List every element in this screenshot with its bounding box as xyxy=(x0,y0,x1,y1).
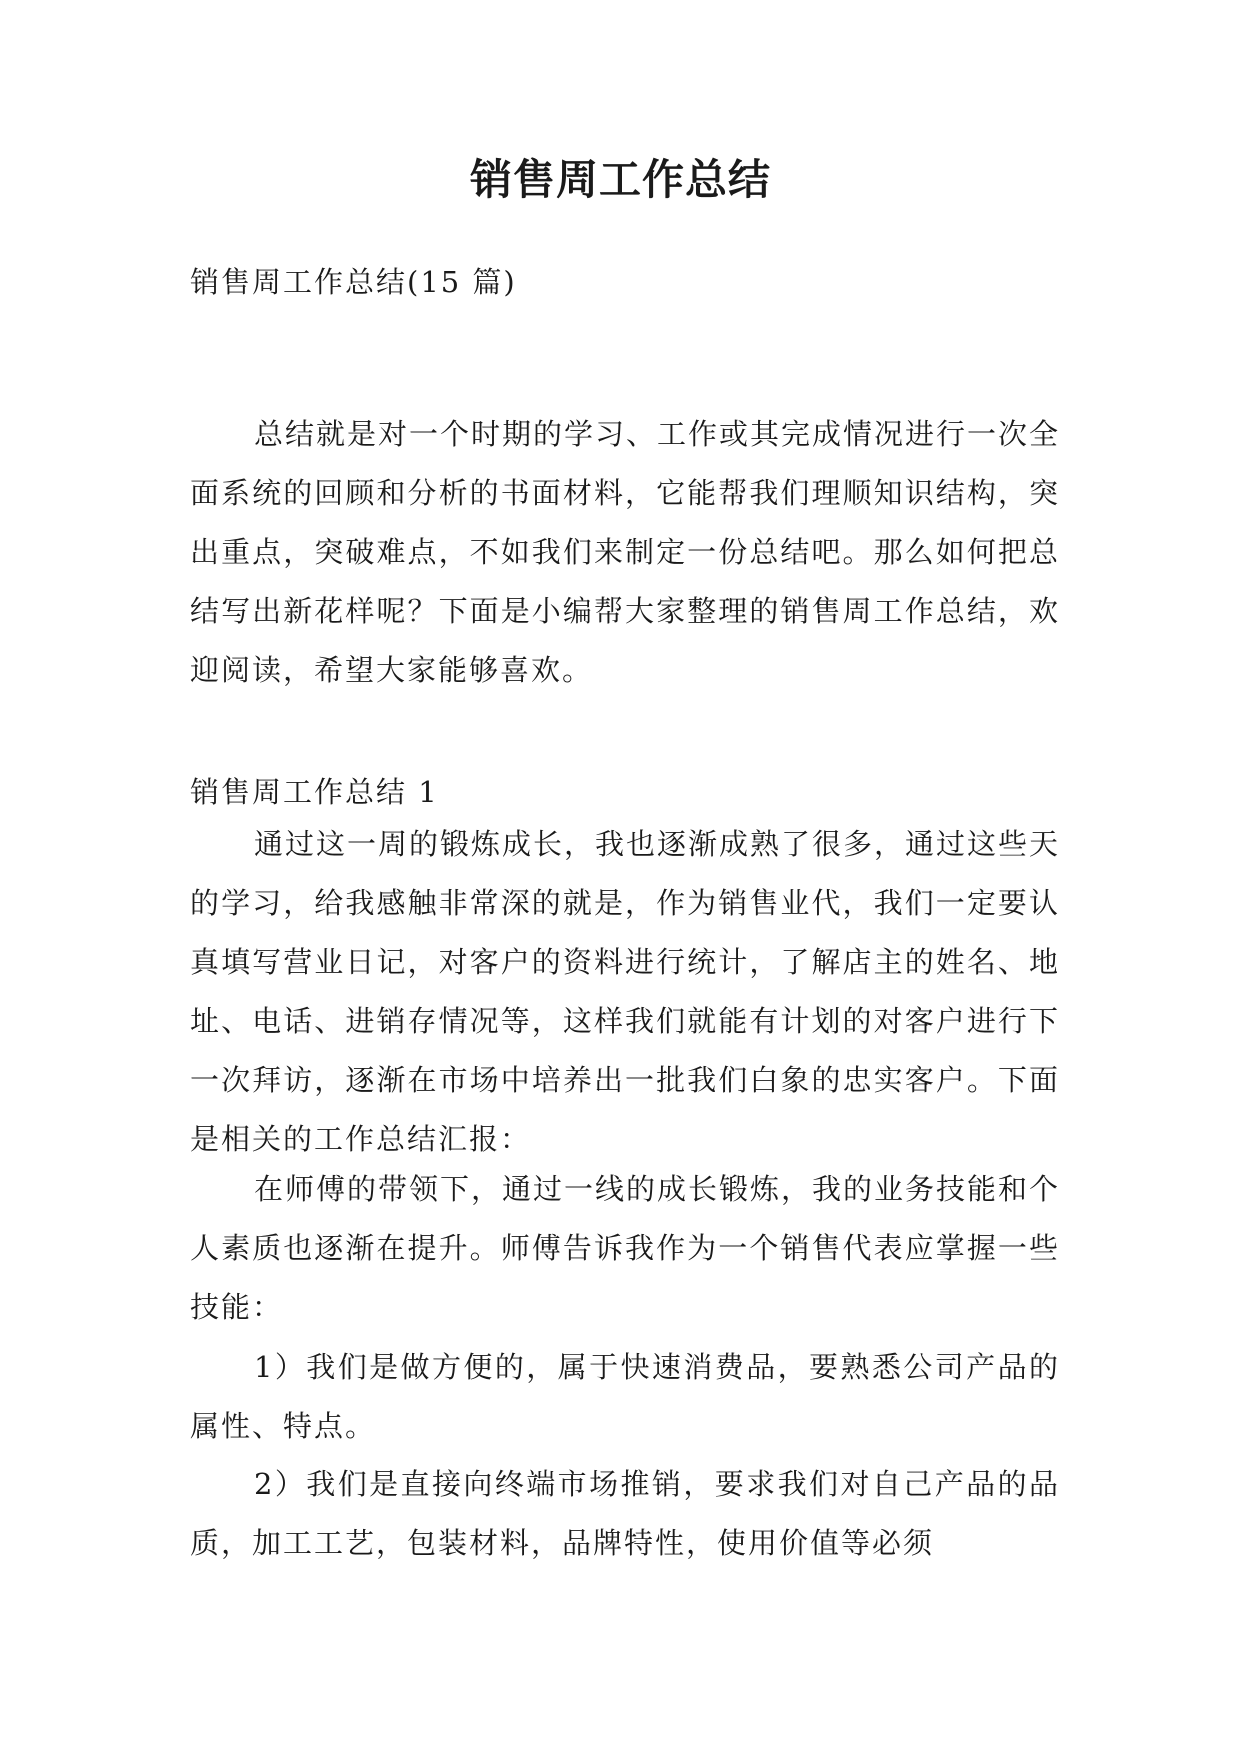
body-paragraph: 在师傅的带领下，通过一线的成长锻炼，我的业务技能和个人素质也逐渐在提升。师傅告诉我作为一个销售代表应掌握一些技能： xyxy=(190,1172,1061,1324)
document-title: 销售周工作总结 xyxy=(469,155,771,204)
body-paragraph: 2）我们是直接向终端市场推销，要求我们对自己产品的品质，加工工艺，包装材料，品牌特性，使用价值等必须 xyxy=(190,1467,1060,1560)
body-paragraph: 1）我们是做方便的，属于快速消费品，要熟悉公司产品的属性、特点。 xyxy=(190,1350,1060,1443)
intro-paragraph: 总结就是对一个时期的学习、工作或其完成情况进行一次全面系统的回顾和分析的书面材料，它能帮我们理顺知识结构，突出重点，突破难点，不如我们来制定一份总结吧。那么如何把总结写出新花样呢？下面是小编帮大家整理的销售周工作总结，欢迎阅读，希望大家能够喜欢。 xyxy=(190,417,1061,687)
section-heading: 销售周工作总结 1 xyxy=(190,775,439,809)
body-paragraph: 通过这一周的锻炼成长，我也逐渐成熟了很多，通过这些天的学习，给我感触非常深的就是，作为销售业代，我们一定要认真填写营业日记，对客户的资料进行统计，了解店主的姓名、地址、电话、进销存情况等，这样我们就能有计划的对客户进行下一次拜访，逐渐在市场中培养出一批我们白象的忠实客户。下面是相关的工作总结汇报： xyxy=(190,827,1061,1156)
document-subtitle: 销售周工作总结(15 篇) xyxy=(190,265,517,299)
